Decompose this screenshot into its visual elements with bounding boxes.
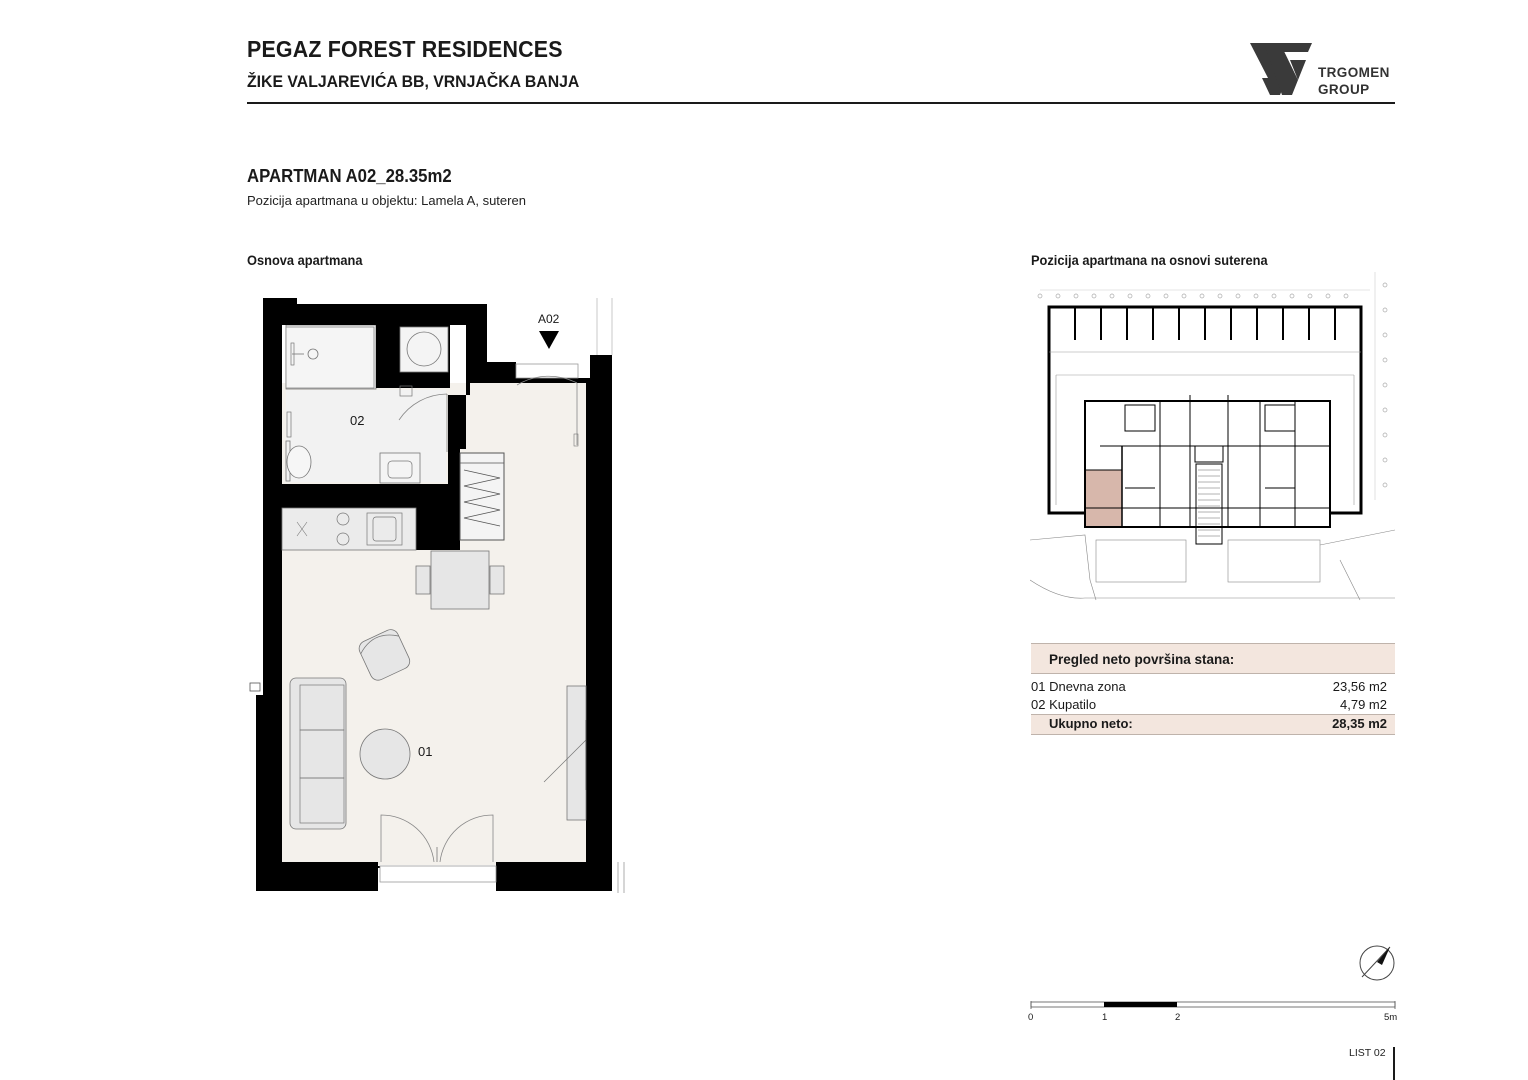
area-total-value: 28,35 m2 [1332, 716, 1387, 731]
scale-bar [1030, 998, 1398, 1028]
sheet-divider [1393, 1047, 1395, 1080]
project-title: PEGAZ FOREST RESIDENCES [247, 36, 563, 62]
area-table-heading: Pregled neto površina stana: [1031, 643, 1395, 674]
area-row-value: 4,79 m2 [1340, 697, 1387, 712]
apartment-position: Pozicija apartmana u objektu: Lamela A, suteren [247, 193, 526, 208]
area-total-row [1031, 714, 1395, 735]
logo-text [1318, 64, 1390, 98]
sheet-number: LIST 02 [1349, 1047, 1386, 1059]
logo-line-2: GROUP [1318, 82, 1370, 97]
area-row-value: 23,56 m2 [1332, 679, 1387, 694]
logo-line-1: TRGOMEN [1318, 65, 1390, 80]
area-row-name: 01 Dnevna zona [1031, 679, 1126, 694]
header-divider [247, 102, 1395, 104]
unit-tag: A02 [538, 312, 560, 326]
area-row-name: 02 Kupatilo [1031, 697, 1097, 712]
area-row [1031, 678, 1395, 696]
scale-tick-0: 0 [1028, 1012, 1034, 1023]
scale-tick-5m: 5m [1384, 1012, 1398, 1023]
site-plan-drawing [1030, 272, 1398, 606]
area-table [1031, 643, 1395, 735]
scale-tick-1: 1 [1102, 1012, 1108, 1023]
north-arrow-icon [1357, 943, 1397, 983]
floor-plan-drawing [240, 290, 640, 900]
room-label-02: 02 [350, 413, 365, 428]
site-plan-label: Pozicija apartmana na osnovi suterena [1031, 253, 1268, 268]
area-total-label: Ukupno neto: [1049, 716, 1133, 731]
apartment-title: APARTMAN A02_28.35m2 [247, 166, 452, 186]
floor-plan-label: Osnova apartmana [247, 253, 363, 268]
project-address: ŽIKE VALJAREVIĆA BB, VRNJAČKA BANJA [247, 72, 580, 91]
scale-tick-2: 2 [1175, 1012, 1181, 1023]
room-label-01: 01 [418, 744, 433, 759]
area-row [1031, 696, 1395, 714]
